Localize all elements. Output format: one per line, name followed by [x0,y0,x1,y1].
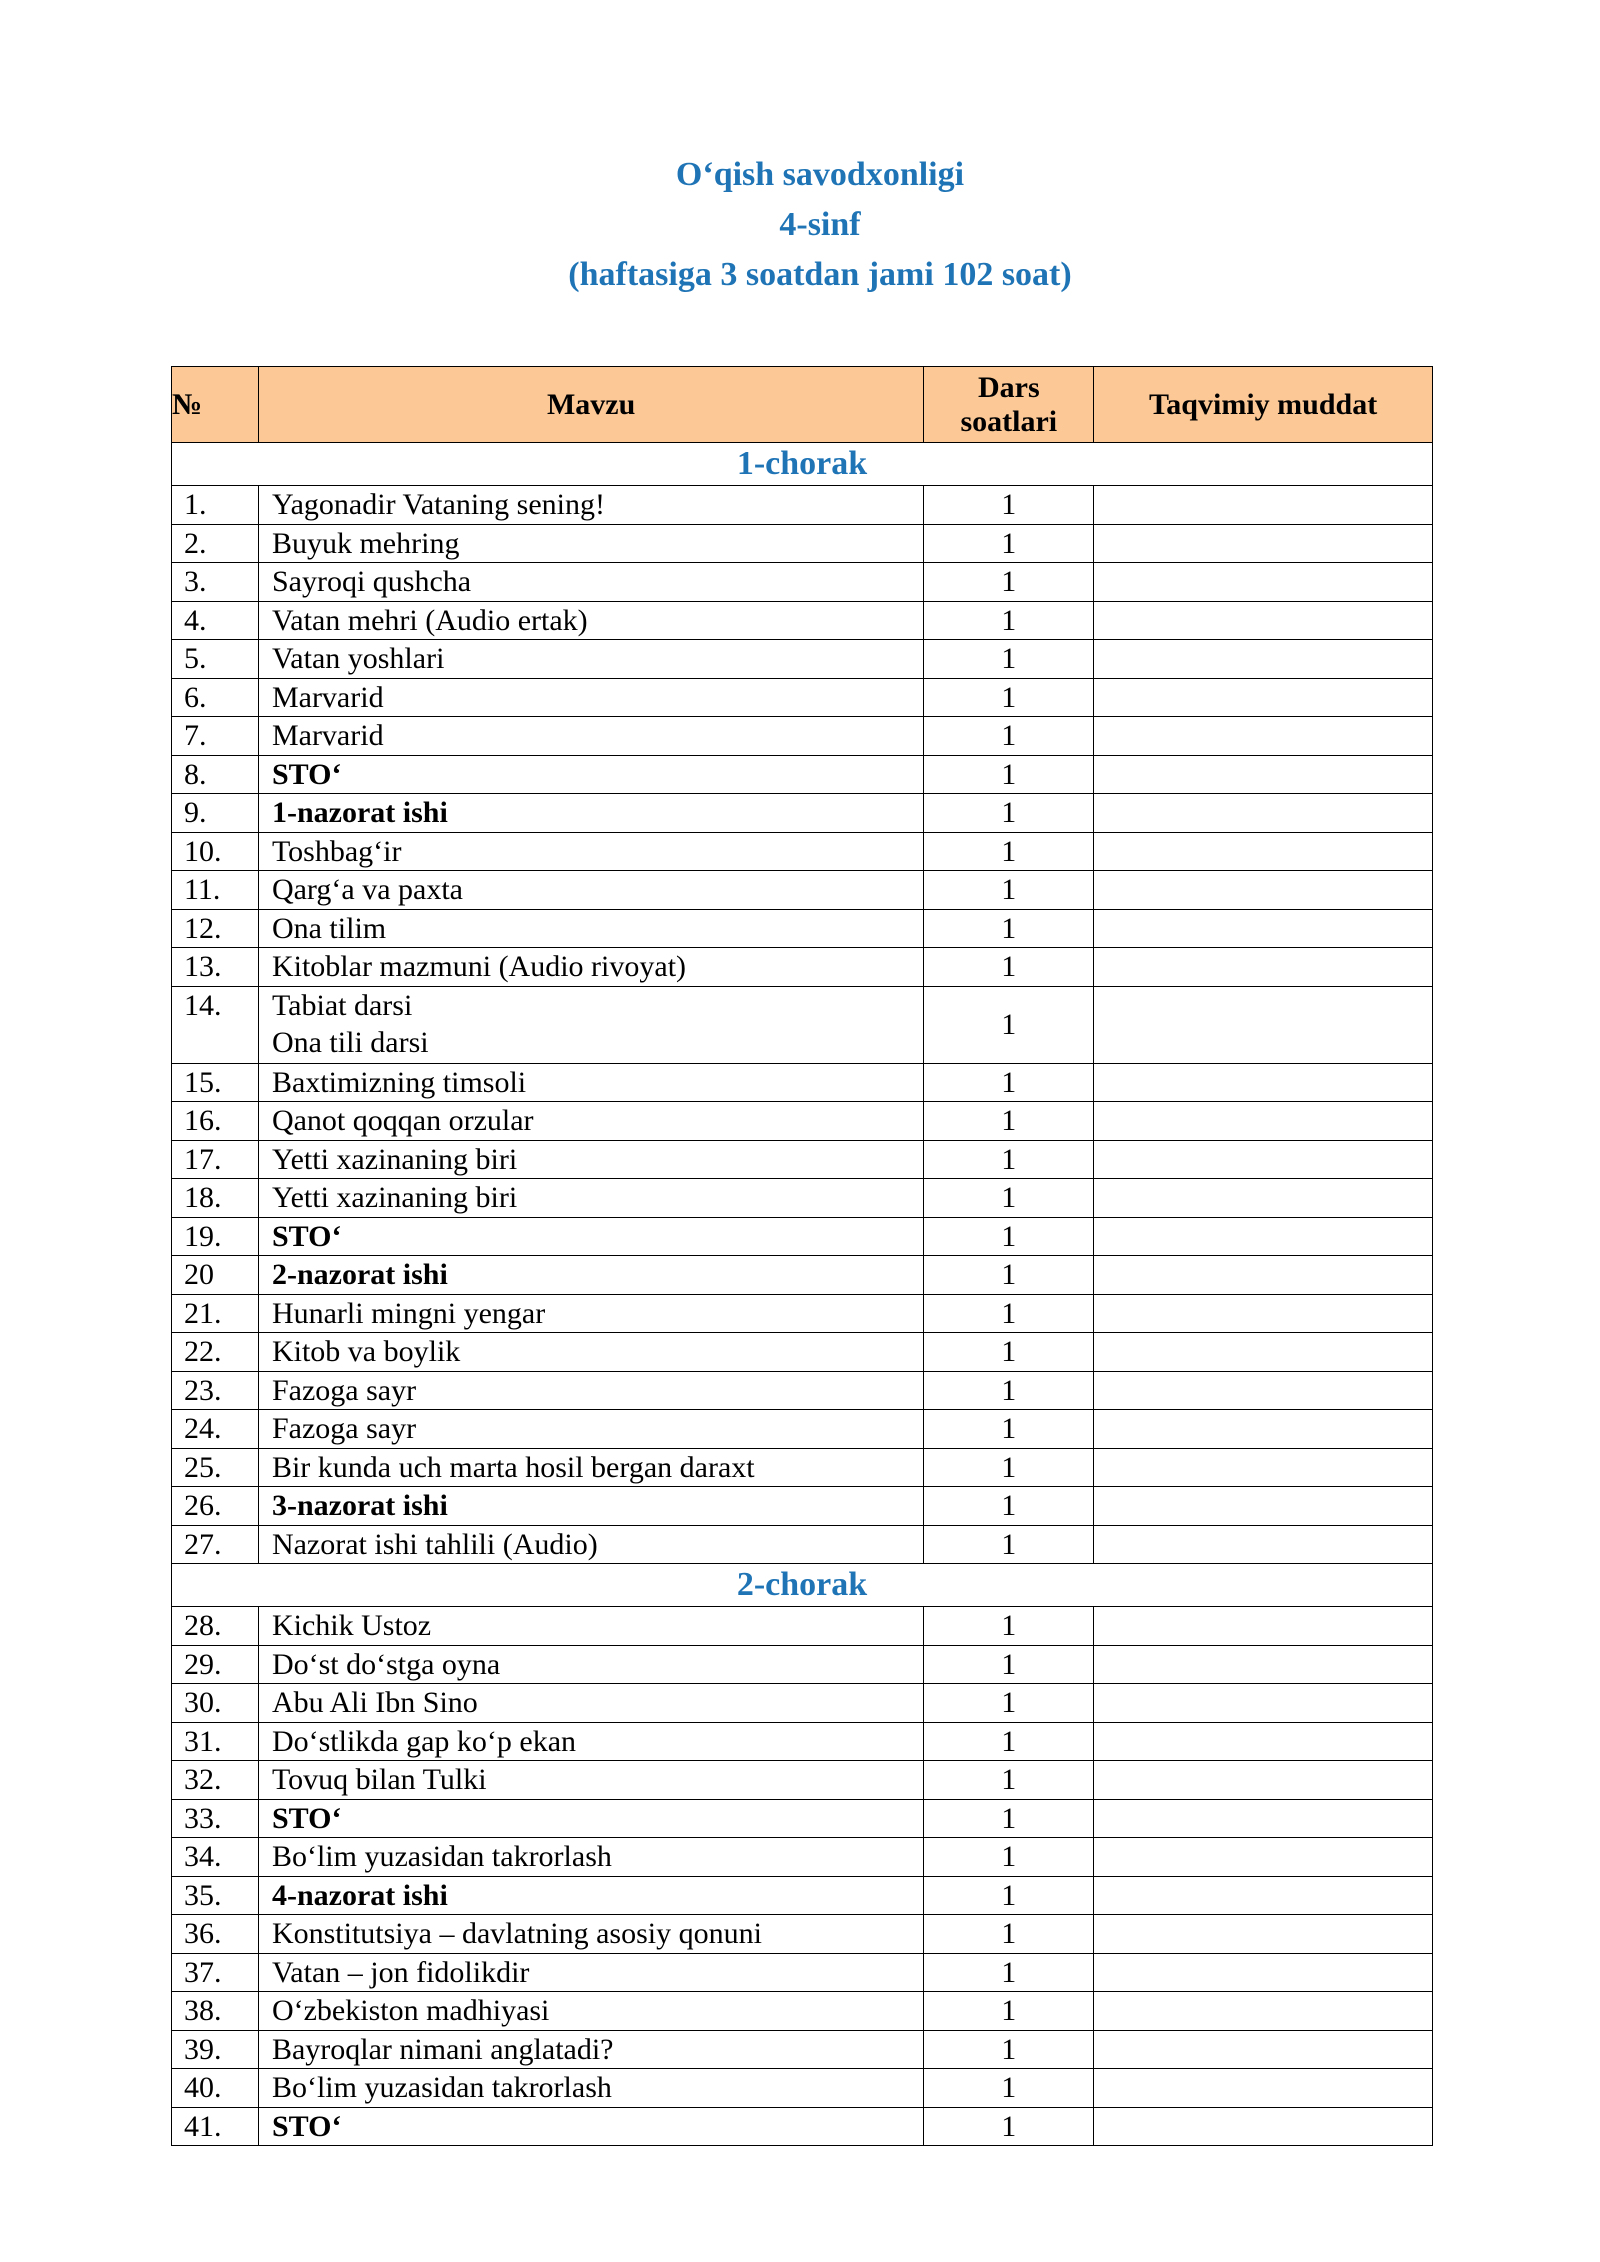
row-topic: Konstitutsiya – davlatning asosiy qonuni [258,1915,923,1954]
row-topic: Buyuk mehring [258,524,923,563]
row-hours: 1 [924,1063,1094,1102]
header-hours-line1: Dars [977,370,1040,404]
row-date [1094,948,1433,987]
row-number: 20 [172,1256,259,1295]
subject-title: O‘qish savodxonligi [675,156,965,193]
row-topic: STO‘ [258,2107,923,2146]
table-row [172,2069,1433,2108]
row-topic: Abu Ali Ibn Sino [258,1684,923,1723]
row-number: 6. [172,678,259,717]
row-topic: 2-nazorat ishi [258,1256,923,1295]
row-number: 27. [172,1525,259,1564]
row-number: 32. [172,1761,259,1800]
row-hours: 1 [924,1992,1094,2031]
table-row [172,1684,1433,1723]
row-hours: 1 [924,2030,1094,2069]
row-number: 4. [172,601,259,640]
row-date [1094,1217,1433,1256]
row-hours: 1 [924,1722,1094,1761]
row-topic: 4-nazorat ishi [258,1876,923,1915]
row-number: 24. [172,1410,259,1449]
table-row [172,1217,1433,1256]
row-topic: Bo‘lim yuzasidan takrorlash [258,1838,923,1877]
row-topic: Fazoga sayr [258,1371,923,1410]
row-hours: 1 [924,1799,1094,1838]
row-date [1094,1838,1433,1877]
row-hours: 1 [924,1294,1094,1333]
table-row [172,717,1433,756]
row-number: 1. [172,486,259,525]
row-date [1094,794,1433,833]
row-date [1094,1179,1433,1218]
table-row [172,1953,1433,1992]
table-row [172,601,1433,640]
row-date [1094,1371,1433,1410]
row-date [1094,986,1433,1063]
row-date [1094,1410,1433,1449]
row-hours: 1 [924,1876,1094,1915]
row-date [1094,1645,1433,1684]
row-hours: 1 [924,1684,1094,1723]
row-hours: 1 [924,1645,1094,1684]
row-topic: Bir kunda uch marta hosil bergan daraxt [258,1448,923,1487]
row-number: 30. [172,1684,259,1723]
row-hours: 1 [924,871,1094,910]
row-topic: Qarg‘a va paxta [258,871,923,910]
row-topic: Baxtimizning timsoli [258,1063,923,1102]
table-row [172,1448,1433,1487]
row-hours: 1 [924,563,1094,602]
table-row [172,1140,1433,1179]
row-number: 13. [172,948,259,987]
row-date [1094,1140,1433,1179]
row-hours: 1 [924,755,1094,794]
row-hours: 1 [924,1915,1094,1954]
row-number: 36. [172,1915,259,1954]
table-row [172,678,1433,717]
table-row [172,1179,1433,1218]
row-number: 16. [172,1102,259,1141]
table-header-row [172,367,1433,443]
table-row [172,640,1433,679]
row-hours: 1 [924,1448,1094,1487]
table-row [172,1256,1433,1295]
row-topic: Bayroqlar nimani anglatadi? [258,2030,923,2069]
row-hours: 1 [924,1179,1094,1218]
row-hours: 1 [924,1371,1094,1410]
row-hours: 1 [924,1838,1094,1877]
table-row [172,871,1433,910]
row-topic: Yetti xazinaning biri [258,1140,923,1179]
quarter-title: 1-chorak [172,443,1433,486]
row-topic: Tovuq bilan Tulki [258,1761,923,1800]
row-topic: Kitob va boylik [258,1333,923,1372]
row-date [1094,1607,1433,1646]
table-row [172,524,1433,563]
row-hours: 1 [924,1607,1094,1646]
row-topic: Kitoblar mazmuni (Audio rivoyat) [258,948,923,987]
row-number: 10. [172,832,259,871]
table-row [172,1525,1433,1564]
lesson-plan-table [171,366,1433,2146]
row-topic: Vatan yoshlari [258,640,923,679]
row-hours: 1 [924,832,1094,871]
table-row [172,1645,1433,1684]
row-topic: Marvarid [258,717,923,756]
table-row [172,948,1433,987]
row-hours: 1 [924,1525,1094,1564]
row-hours: 1 [924,2107,1094,2146]
row-number: 5. [172,640,259,679]
row-date [1094,2069,1433,2108]
row-date [1094,678,1433,717]
row-hours: 1 [924,678,1094,717]
row-number: 26. [172,1487,259,1526]
row-number: 8. [172,755,259,794]
row-hours: 1 [924,1487,1094,1526]
row-date [1094,1487,1433,1526]
table-row [172,1333,1433,1372]
row-topic: STO‘ [258,1217,923,1256]
row-number: 29. [172,1645,259,1684]
row-date [1094,1063,1433,1102]
quarter-header-row [172,443,1433,486]
row-hours: 1 [924,1761,1094,1800]
row-number: 19. [172,1217,259,1256]
row-date [1094,1876,1433,1915]
table-row [172,1063,1433,1102]
header-hours [924,367,1094,443]
table-row [172,1607,1433,1646]
row-hours: 1 [924,640,1094,679]
row-topic: Toshbag‘ir [258,832,923,871]
row-number: 7. [172,717,259,756]
row-date [1094,601,1433,640]
table-row [172,1992,1433,2031]
row-topic: Qanot qoqqan orzular [258,1102,923,1141]
table-row [172,1876,1433,1915]
row-date [1094,1915,1433,1954]
row-date [1094,832,1433,871]
row-topic [258,986,923,1063]
row-date [1094,755,1433,794]
row-date [1094,1333,1433,1372]
table-row [172,794,1433,833]
row-date [1094,1256,1433,1295]
row-topic: Bo‘lim yuzasidan takrorlash [258,2069,923,2108]
row-number: 11. [172,871,259,910]
table-row [172,1799,1433,1838]
table-row [172,986,1433,1063]
row-topic: STO‘ [258,1799,923,1838]
table-row [172,1722,1433,1761]
row-date [1094,1102,1433,1141]
row-hours: 1 [924,2069,1094,2108]
table-row [172,2107,1433,2146]
table-row [172,1838,1433,1877]
row-topic: Marvarid [258,678,923,717]
row-number: 38. [172,1992,259,2031]
row-topic: Vatan mehri (Audio ertak) [258,601,923,640]
row-hours: 1 [924,1217,1094,1256]
row-topic-line1: Tabiat darsi [271,988,413,1022]
row-number: 41. [172,2107,259,2146]
row-topic: Sayroqi qushcha [258,563,923,602]
row-hours: 1 [924,717,1094,756]
quarter-title: 2-chorak [172,1564,1433,1607]
row-date [1094,524,1433,563]
table-row [172,755,1433,794]
quarter-header-row [172,1564,1433,1607]
row-number: 34. [172,1838,259,1877]
row-topic: O‘zbekiston madhiyasi [258,1992,923,2031]
row-number: 18. [172,1179,259,1218]
row-hours: 1 [924,1256,1094,1295]
row-number: 37. [172,1953,259,1992]
row-date [1094,1722,1433,1761]
row-date [1094,1448,1433,1487]
row-number: 25. [172,1448,259,1487]
row-date [1094,563,1433,602]
table-row [172,1371,1433,1410]
header-topic: Mavzu [258,367,923,443]
row-hours: 1 [924,948,1094,987]
row-hours: 1 [924,524,1094,563]
table-row [172,486,1433,525]
row-number: 33. [172,1799,259,1838]
row-number: 23. [172,1371,259,1410]
row-hours: 1 [924,1410,1094,1449]
row-topic: 1-nazorat ishi [258,794,923,833]
document-heading [0,150,1600,300]
row-topic: Do‘st do‘stga oyna [258,1645,923,1684]
row-number: 14. [172,986,259,1063]
row-topic: Ona tilim [258,909,923,948]
header-hours-line2: soatlari [960,404,1058,438]
row-date [1094,1953,1433,1992]
row-topic: STO‘ [258,755,923,794]
header-number: № [172,367,259,443]
table-row [172,1487,1433,1526]
row-date [1094,640,1433,679]
table-row [172,1761,1433,1800]
row-date [1094,1992,1433,2031]
row-hours: 1 [924,794,1094,833]
row-number: 12. [172,909,259,948]
row-number: 22. [172,1333,259,1372]
row-date [1094,2107,1433,2146]
row-number: 17. [172,1140,259,1179]
row-date [1094,2030,1433,2069]
row-hours: 1 [924,1953,1094,1992]
table-row [172,832,1433,871]
row-topic: Do‘stlikda gap ko‘p ekan [258,1722,923,1761]
table-body [172,443,1433,2146]
row-topic: Nazorat ishi tahlili (Audio) [258,1525,923,1564]
table-row [172,2030,1433,2069]
row-date [1094,1525,1433,1564]
row-topic: Vatan – jon fidolikdir [258,1953,923,1992]
table-row [172,1294,1433,1333]
table-row [172,1915,1433,1954]
row-date [1094,1294,1433,1333]
row-number: 31. [172,1722,259,1761]
row-hours: 1 [924,1140,1094,1179]
row-date [1094,1799,1433,1838]
header-date: Taqvimiy muddat [1094,367,1433,443]
table-row [172,563,1433,602]
row-date [1094,871,1433,910]
row-number: 39. [172,2030,259,2069]
row-date [1094,486,1433,525]
row-number: 35. [172,1876,259,1915]
row-topic: Yetti xazinaning biri [258,1179,923,1218]
row-number: 9. [172,794,259,833]
row-date [1094,909,1433,948]
row-topic-line2: Ona tili darsi [271,1025,429,1059]
row-hours: 1 [924,486,1094,525]
row-date [1094,1684,1433,1723]
table-row [172,1102,1433,1141]
row-number: 28. [172,1607,259,1646]
table-row [172,1410,1433,1449]
row-topic: Kichik Ustoz [258,1607,923,1646]
row-number: 21. [172,1294,259,1333]
row-number: 2. [172,524,259,563]
row-topic: Yagonadir Vataning sening! [258,486,923,525]
row-number: 15. [172,1063,259,1102]
row-hours: 1 [924,909,1094,948]
row-hours: 1 [924,601,1094,640]
hours-summary: (haftasiga 3 soatdan jami 102 soat) [568,256,1072,293]
row-topic: Hunarli mingni yengar [258,1294,923,1333]
row-date [1094,717,1433,756]
row-hours: 1 [924,1333,1094,1372]
row-number: 3. [172,563,259,602]
row-hours: 1 [924,986,1094,1063]
row-number: 40. [172,2069,259,2108]
row-topic: 3-nazorat ishi [258,1487,923,1526]
row-date [1094,1761,1433,1800]
row-hours: 1 [924,1102,1094,1141]
row-topic: Fazoga sayr [258,1410,923,1449]
grade-title: 4-sinf [779,206,861,243]
table-row [172,909,1433,948]
